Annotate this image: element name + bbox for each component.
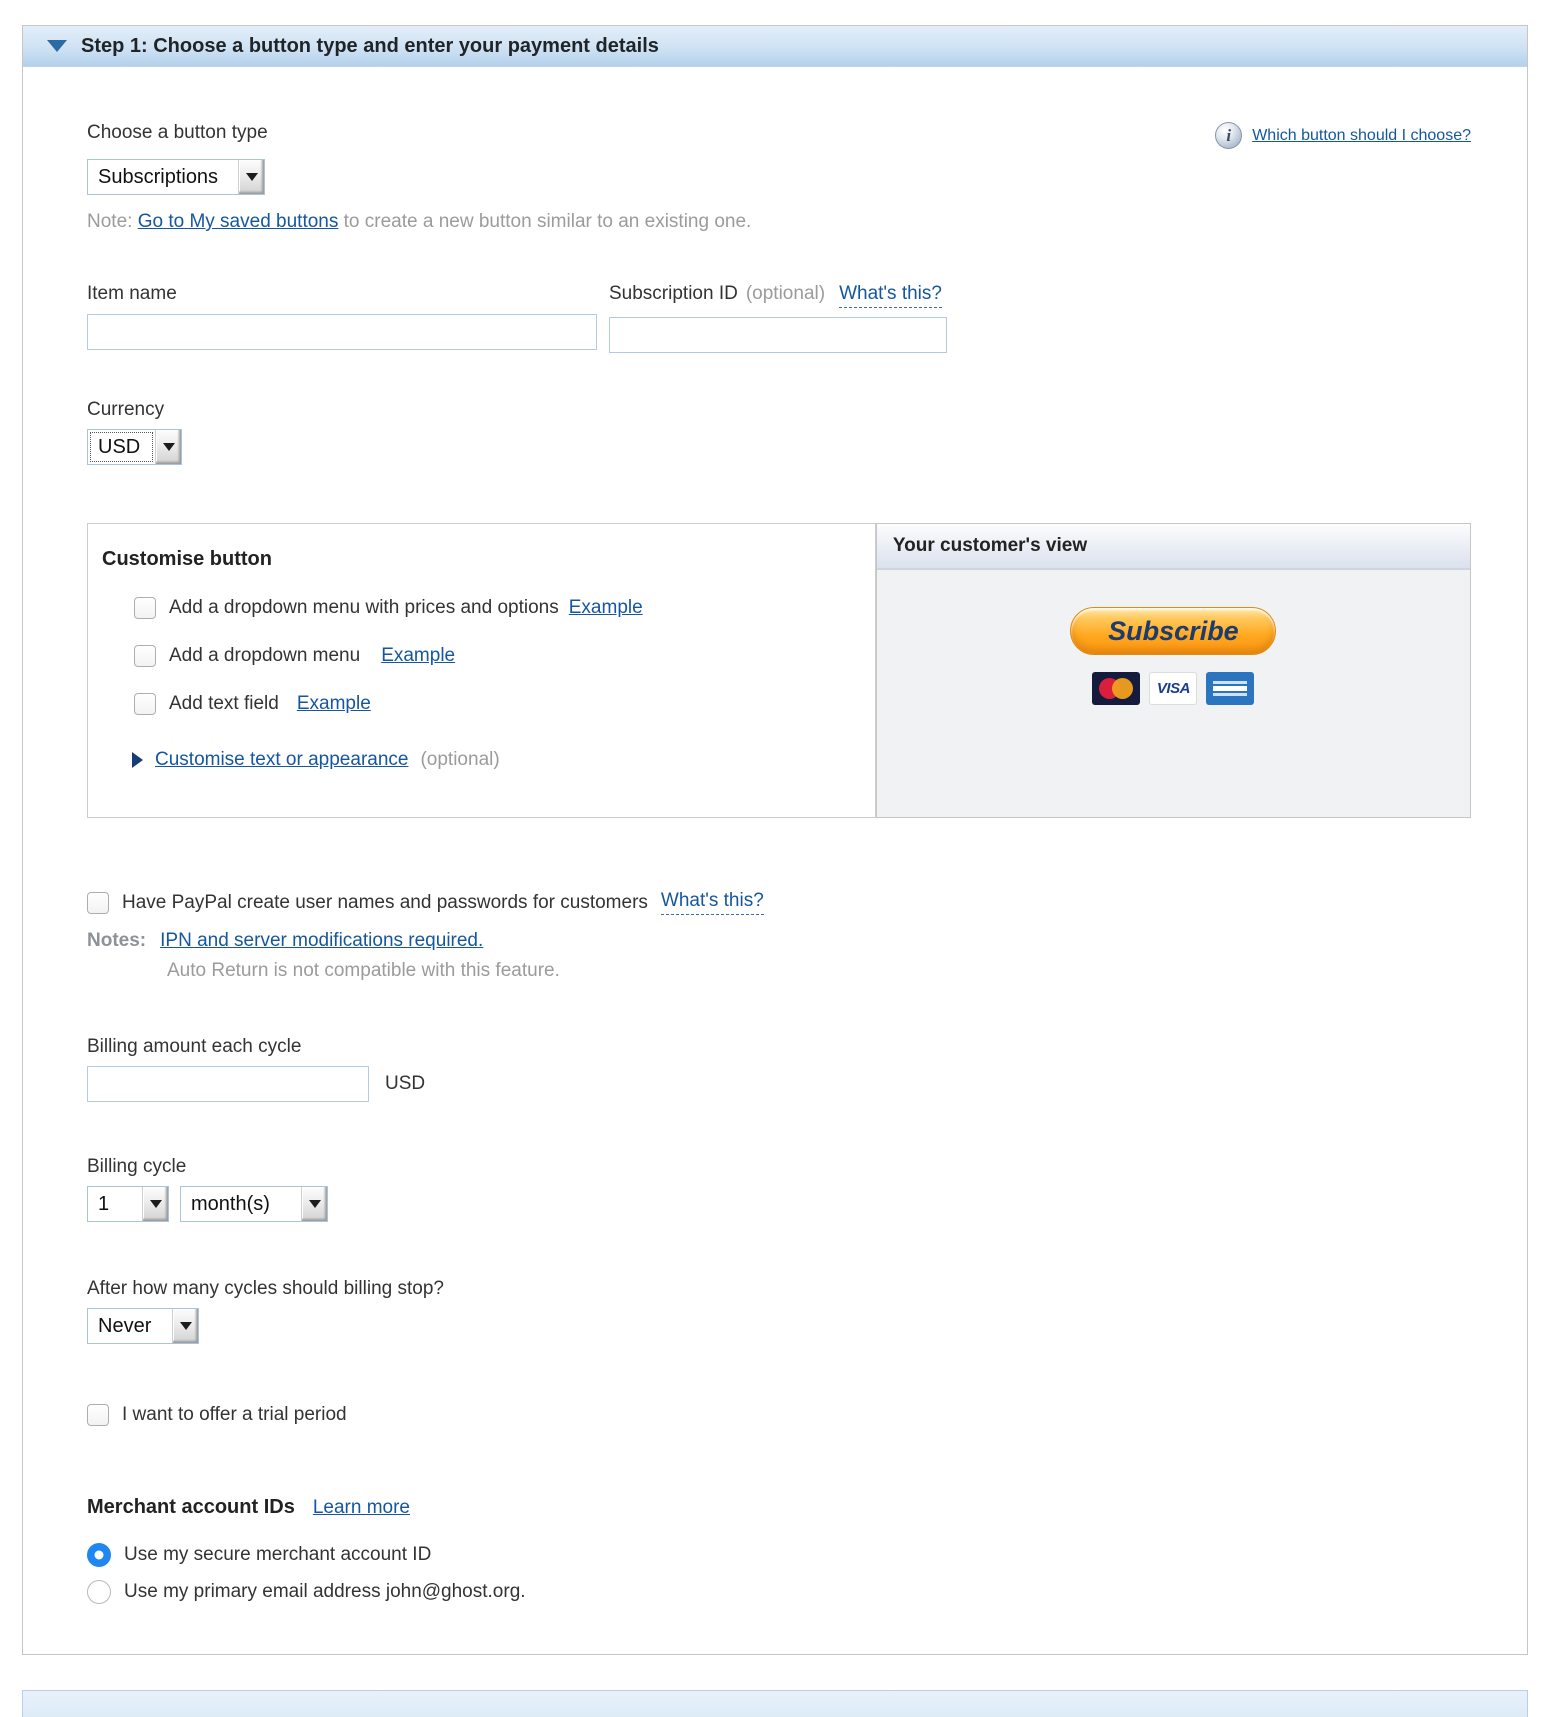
auto-return-note: Auto Return is not compatible with this feature. — [167, 960, 560, 981]
customer-view-title: Your customer's view — [877, 524, 1470, 570]
item-name-input[interactable] — [87, 314, 597, 350]
button-type-select-value[interactable]: Subscriptions — [98, 165, 219, 188]
add-dropdown-prices-label: Add a dropdown menu with prices and options — [169, 597, 559, 618]
customise-option-row — [134, 645, 865, 667]
add-dropdown-prices-example-link[interactable]: Example — [568, 597, 643, 618]
subscription-id-input[interactable] — [609, 317, 947, 353]
add-text-field-example-link[interactable]: Example — [296, 693, 371, 714]
billing-stop-value[interactable]: Never — [98, 1314, 152, 1337]
billing-cycle-unit-select[interactable] — [180, 1186, 328, 1222]
add-dropdown-checkbox[interactable] — [134, 645, 156, 667]
billing-cycle-count-select[interactable] — [87, 1186, 169, 1222]
billing-stop-label: After how many cycles should billing stop? — [87, 1278, 444, 1299]
trial-period-checkbox[interactable] — [87, 1404, 109, 1426]
secure-merchant-id-label: Use my secure merchant account ID — [124, 1544, 432, 1565]
customer-view-body — [877, 570, 1470, 817]
which-button-link[interactable]: Which button should I choose? — [1252, 126, 1471, 144]
button-type-label: Choose a button type — [87, 122, 268, 143]
paypal-create-accounts-checkbox[interactable] — [87, 892, 109, 914]
note-suffix: to create a new button similar to an existing one. — [338, 211, 752, 232]
step1-body — [23, 67, 1527, 1654]
amex-icon — [1206, 672, 1254, 705]
customise-button-box — [87, 523, 876, 818]
paypal-accounts-whats-this-link[interactable]: What's this? — [661, 890, 764, 915]
dropdown-arrow-icon[interactable] — [238, 160, 264, 194]
billing-cycle-unit-value[interactable]: month(s) — [191, 1192, 270, 1215]
billing-cycle-count-value[interactable]: 1 — [98, 1192, 110, 1215]
trial-period-label: I want to offer a trial period — [122, 1404, 347, 1425]
subscription-id-optional: (optional) — [745, 283, 826, 304]
mastercard-icon — [1092, 672, 1140, 705]
note-prefix: Note: — [87, 211, 133, 232]
billing-amount-input[interactable] — [87, 1066, 369, 1102]
currency-select-value[interactable]: USD — [88, 430, 155, 464]
subscription-id-label: Subscription ID — [609, 283, 738, 304]
saved-buttons-link[interactable]: Go to My saved buttons — [137, 211, 339, 232]
billing-stop-select[interactable] — [87, 1308, 199, 1344]
item-name-label: Item name — [87, 283, 177, 304]
add-dropdown-prices-checkbox[interactable] — [134, 597, 156, 619]
billing-amount-currency: USD — [385, 1073, 426, 1094]
step-2-header-partial[interactable] — [22, 1690, 1528, 1717]
customer-view-panel — [876, 523, 1471, 818]
add-dropdown-example-link[interactable]: Example — [381, 645, 456, 666]
dropdown-arrow-icon[interactable] — [301, 1187, 327, 1221]
customise-option-row — [134, 693, 865, 715]
step1-title: Step 1: Choose a button type and enter your payment details — [81, 34, 659, 57]
step1-panel — [22, 25, 1528, 1655]
customise-option-row — [134, 597, 865, 619]
subscribe-button-preview: Subscribe — [1070, 607, 1276, 655]
currency-label: Currency — [87, 399, 165, 420]
expand-arrow-icon[interactable] — [132, 752, 143, 768]
dropdown-arrow-icon[interactable] — [155, 430, 181, 464]
dropdown-arrow-icon[interactable] — [142, 1187, 168, 1221]
info-icon[interactable]: i — [1215, 122, 1242, 149]
button-type-select[interactable] — [87, 159, 265, 195]
appearance-optional-label: (optional) — [420, 749, 500, 770]
billing-cycle-label: Billing cycle — [87, 1156, 187, 1177]
subscription-id-whats-this-link[interactable]: What's this? — [839, 283, 942, 308]
paypal-create-accounts-label: Have PayPal create user names and passwords for customers — [122, 891, 648, 913]
currency-select[interactable] — [87, 429, 182, 465]
add-text-field-label: Add text field — [169, 693, 279, 714]
customise-title: Customise button — [102, 548, 272, 570]
step1-header[interactable] — [23, 26, 1527, 67]
billing-amount-label: Billing amount each cycle — [87, 1036, 302, 1057]
visa-icon: VISA — [1149, 672, 1197, 705]
secure-merchant-id-radio[interactable] — [87, 1543, 111, 1567]
learn-more-link[interactable]: Learn more — [312, 1497, 410, 1518]
merchant-ids-title: Merchant account IDs — [87, 1496, 295, 1518]
card-icons — [1092, 672, 1254, 705]
primary-email-radio[interactable] — [87, 1580, 111, 1604]
ipn-modifications-link[interactable]: IPN and server modifications required. — [160, 930, 484, 951]
notes-label: Notes: — [87, 930, 147, 951]
customise-appearance-link[interactable]: Customise text or appearance — [155, 749, 409, 770]
primary-email-label: Use my primary email address john@ghost.org. — [124, 1581, 526, 1602]
dropdown-arrow-icon[interactable] — [172, 1309, 198, 1343]
add-dropdown-label: Add a dropdown menu — [169, 645, 361, 666]
add-text-field-checkbox[interactable] — [134, 693, 156, 715]
collapse-arrow-icon[interactable] — [47, 40, 67, 52]
